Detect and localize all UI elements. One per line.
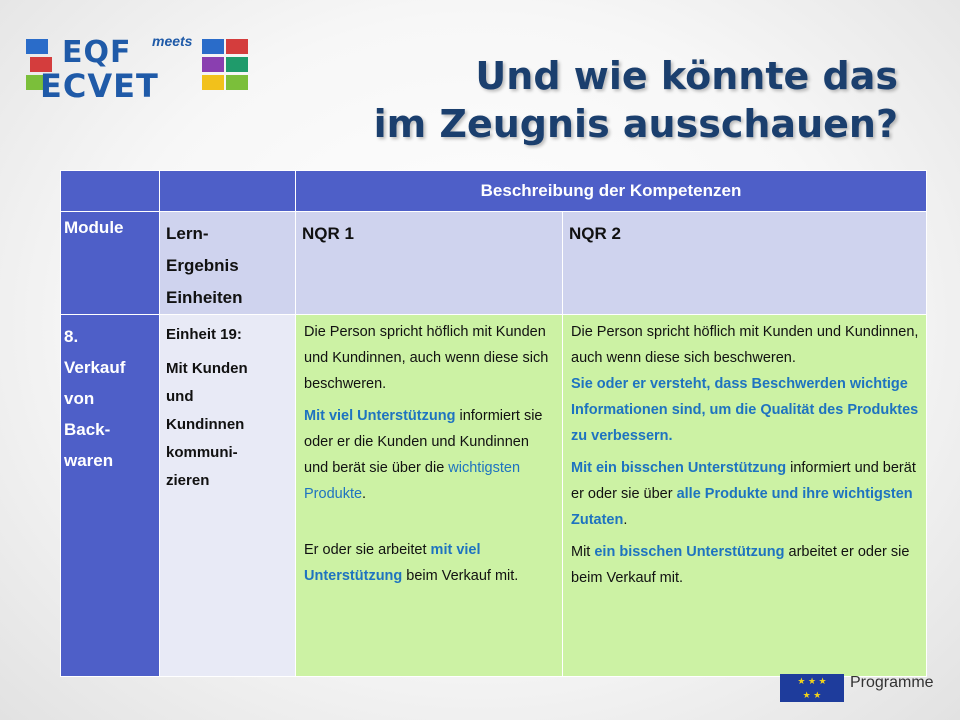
unit-cell	[160, 315, 296, 677]
nqr2-text: .	[623, 512, 628, 528]
nqr1-text: Er oder sie arbeitet	[304, 542, 431, 558]
nqr2-highlight: alle Produkte und ihre wichtigsten Zutaten	[571, 486, 913, 528]
nqr1-highlight: mit viel Unterstützung	[304, 542, 481, 584]
title-line-2: im Zeugnis ausschauen?	[373, 102, 898, 146]
logo-tile	[202, 75, 224, 90]
col-nqr2-header: NQR 2	[563, 212, 927, 315]
header-empty-cell	[61, 171, 160, 212]
logo-ecvet: ECVET	[40, 67, 159, 105]
nqr1-cell	[296, 315, 563, 677]
logo-tile	[26, 39, 48, 54]
logo-meets: meets	[152, 33, 193, 49]
eu-flag-icon: ★ ★ ★ ★ ★	[780, 674, 844, 702]
nqr1-text: .	[362, 486, 367, 502]
nqr2-highlight: Mit ein bisschen Unterstützung	[571, 460, 787, 476]
unit-body: Mit Kunden und Kundinnen kommuni- zieren	[166, 360, 248, 489]
nqr2-paragraph-2	[571, 455, 920, 533]
nqr2-text: Mit	[571, 544, 595, 560]
slide-title	[374, 52, 898, 148]
logo-tile	[226, 57, 248, 72]
nqr2-text: arbeitet er oder sie beim Verkauf mit.	[571, 544, 910, 586]
nqr1-text: informiert sie oder er die Kunden und Kundinnen und berät sie über die	[304, 408, 543, 476]
unit-title: Einheit 19:	[166, 326, 242, 343]
nqr2-paragraph-1: Die Person spricht höflich mit Kunden und Kundinnen, auch wenn diese sich beschweren.	[571, 324, 919, 366]
nqr2-highlight-paragraph: Sie oder er versteht, dass Beschwerden wichtige Informationen sind, um die Qualität des Produktes zu verbessern.	[571, 376, 919, 444]
title-line-1: Und wie könnte das	[475, 54, 898, 98]
nqr1-paragraph-3	[304, 537, 556, 589]
nqr2-cell	[563, 315, 927, 677]
col-lern-header: Lern- Ergebnis Einheiten	[160, 212, 296, 315]
col-nqr1-header: NQR 1	[296, 212, 563, 315]
nqr1-highlight: Mit viel Unterstützung	[304, 408, 456, 424]
header-empty-cell	[160, 171, 296, 212]
header-competences: Beschreibung der Kompetenzen	[296, 171, 927, 212]
nqr2-highlight: ein bisschen Unterstützung	[594, 544, 785, 560]
logo-tile	[226, 39, 248, 54]
nqr1-paragraph-2	[304, 403, 556, 507]
logo-tile	[202, 39, 224, 54]
logo-tile	[226, 75, 248, 90]
nqr2-paragraph-3	[571, 539, 920, 591]
eqf-meets-ecvet-logo	[26, 33, 254, 103]
nqr1-text: beim Verkauf mit.	[402, 568, 519, 584]
nqr2-text: informiert und berät er oder sie über	[571, 460, 916, 502]
module-cell: 8. Verkauf von Back- waren	[61, 315, 160, 677]
programme-logo	[776, 668, 946, 718]
programme-label: Programme	[850, 674, 934, 691]
competence-table	[60, 170, 927, 677]
logo-tile	[202, 57, 224, 72]
nqr1-paragraph-1: Die Person spricht höflich mit Kunden und Kundinnen, auch wenn diese sich beschweren.	[304, 324, 549, 392]
col-module-header: Module	[61, 212, 160, 315]
logo-eqf: EQF	[62, 35, 132, 70]
nqr1-highlight: wichtigsten Produkte	[304, 460, 521, 502]
